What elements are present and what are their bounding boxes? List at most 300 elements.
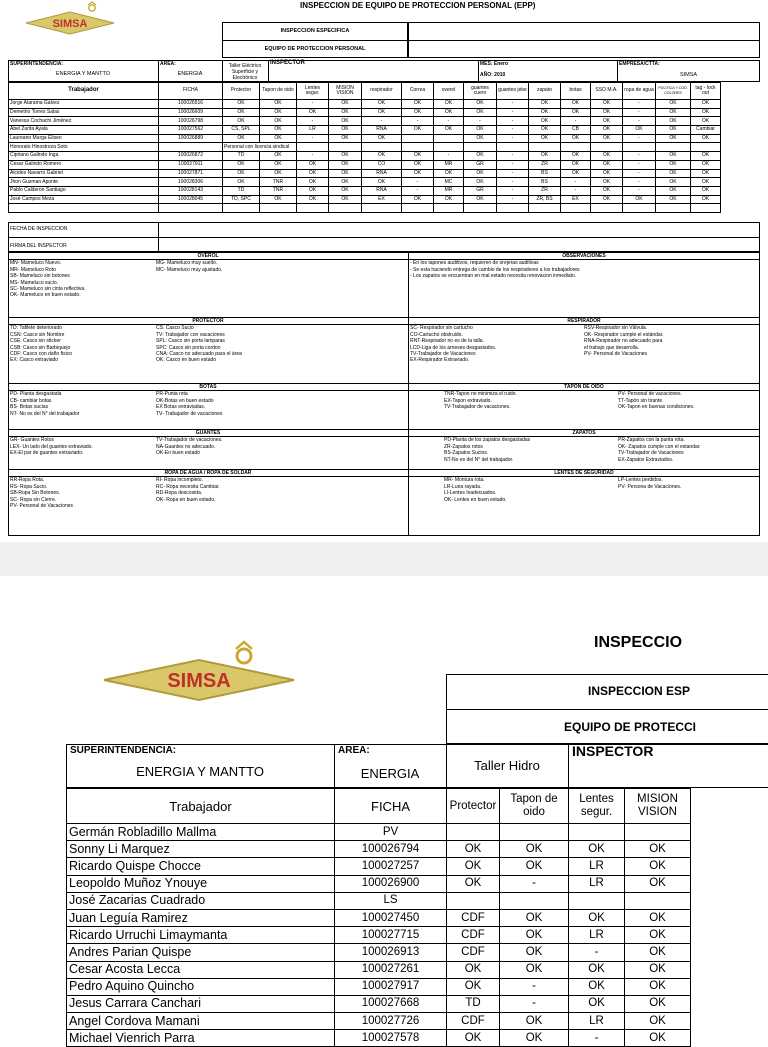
- legend-title: RESPIRADOR: [408, 317, 760, 325]
- column-header: POLITICA Y COD. COLORES: [656, 83, 691, 100]
- superintendencia-value: ENERGIA Y MANTTO: [136, 764, 264, 779]
- status-cell: -: [623, 169, 656, 178]
- status-cell: OK: [362, 100, 402, 109]
- status-cell: OK: [329, 108, 362, 117]
- status-cell: [497, 204, 529, 213]
- status-cell: OK: [656, 134, 691, 143]
- ficha-cell: 100026872: [159, 152, 223, 161]
- status-cell: OK: [329, 100, 362, 109]
- inspector-label: INSPECTOR: [572, 743, 654, 759]
- status-cell: OK: [260, 100, 297, 109]
- table-row: [67, 858, 691, 875]
- status-cell: OK: [529, 100, 561, 109]
- legend-entry: MR- Mameluco Roto: [10, 266, 56, 273]
- status-cell: OK: [447, 1030, 500, 1047]
- status-cell: TD, SPC: [223, 195, 260, 204]
- status-cell: OK: [656, 160, 691, 169]
- legend-entry: CO-Cartucho obstruido.: [410, 331, 463, 338]
- legend-entry: OK- Zapatos cumple con el estandar.: [618, 443, 701, 450]
- status-cell: OK: [625, 909, 691, 926]
- status-cell: LR: [569, 858, 625, 875]
- status-cell: -: [623, 152, 656, 161]
- status-cell: Cambiar: [691, 126, 721, 135]
- status-cell: OK: [500, 927, 569, 944]
- legend-entry: LR-Luna rayada.: [444, 483, 482, 490]
- worker-name: José Campos Meza: [9, 195, 159, 204]
- column-header: Protector: [223, 83, 260, 100]
- inspector-label: INSPECTOR: [270, 60, 305, 66]
- table-row: [67, 875, 691, 892]
- status-cell: -: [497, 126, 529, 135]
- legend-entry: EX-Respirador Extraviado.: [410, 357, 470, 364]
- status-cell: [561, 143, 591, 152]
- worker-name: Michael Vienrich Parra: [67, 1030, 335, 1047]
- legend-entry: SPL: Casco sin porta lamparas: [156, 338, 225, 345]
- legend-entry: TV-Trabajador de vacaciones.: [444, 404, 511, 411]
- column-header: Trabajador: [67, 789, 335, 824]
- column-header: guantes cuero: [464, 83, 497, 100]
- legend-entry: SB-Ropa Sin Botones.: [10, 490, 61, 497]
- status-cell: -: [623, 100, 656, 109]
- status-cell: -: [297, 152, 329, 161]
- status-cell: -: [497, 134, 529, 143]
- page-separator: [0, 542, 768, 576]
- status-cell: OK: [260, 134, 297, 143]
- status-cell: [529, 143, 561, 152]
- table-header-row: [67, 789, 691, 824]
- legend-entry: RR-Ropa Rota.: [10, 477, 45, 484]
- status-cell: OK: [297, 195, 329, 204]
- legend-entry: TV: Trabajador con vacaciones: [156, 331, 225, 338]
- status-cell: -: [561, 186, 591, 195]
- mes-label: MES: Enero: [480, 61, 509, 67]
- status-cell: -: [297, 100, 329, 109]
- status-cell: -: [434, 152, 464, 161]
- status-cell: OK: [464, 195, 497, 204]
- legend-entry: TV-Trabajador de vacaciones.: [156, 437, 223, 444]
- status-cell: OK: [623, 195, 656, 204]
- table-row: [9, 100, 721, 109]
- table-row: [67, 1030, 691, 1047]
- column-header: MISION VISION: [329, 83, 362, 100]
- status-cell: OK: [362, 152, 402, 161]
- status-cell: OK: [561, 169, 591, 178]
- status-cell: GR: [464, 160, 497, 169]
- status-cell: OK: [656, 152, 691, 161]
- status-cell: MR: [434, 160, 464, 169]
- ficha-cell: LS: [335, 892, 447, 909]
- ficha-cell: 100026609: [159, 108, 223, 117]
- status-cell: OK: [464, 169, 497, 178]
- table-row: [9, 178, 721, 187]
- status-cell: [362, 204, 402, 213]
- status-cell: [497, 143, 529, 152]
- status-cell: -: [497, 117, 529, 126]
- status-cell: OK: [500, 909, 569, 926]
- legend-entry: - En los tapones auditivos, requieren de orejeras auditivas: [410, 260, 539, 267]
- status-cell: OK: [569, 841, 625, 858]
- status-cell: OK: [691, 152, 721, 161]
- legend-entry: GR- Guantes Rotos: [10, 437, 54, 444]
- status-cell: [329, 143, 362, 152]
- status-cell: OK: [434, 169, 464, 178]
- status-cell: [500, 892, 569, 909]
- legend-entry: LP-Lentes perdidos.: [618, 477, 663, 484]
- status-cell: OK: [625, 927, 691, 944]
- status-cell: OK: [691, 178, 721, 187]
- legend-entry: RI- Ropa incompleto.: [156, 477, 203, 484]
- status-cell: RNA: [362, 186, 402, 195]
- legend-title: OBSERVACIONES: [408, 252, 760, 260]
- status-cell: LR: [569, 927, 625, 944]
- legend-entry: RSV-Respirador sin Válvula.: [584, 325, 648, 332]
- legend-title: TAPON DE OIDO: [408, 383, 760, 391]
- spec-subtitle: EQUIPO DE PROTECCION PERSONAL: [264, 46, 366, 52]
- status-cell: OK: [529, 126, 561, 135]
- worker-name: Alcides Navarro Gabriel: [9, 169, 159, 178]
- column-header: Protector: [447, 789, 500, 824]
- status-cell: -: [434, 117, 464, 126]
- status-cell: OK: [561, 160, 591, 169]
- table-row: [9, 126, 721, 135]
- status-cell: -: [402, 186, 434, 195]
- status-cell: [434, 204, 464, 213]
- status-cell: OK: [329, 195, 362, 204]
- status-cell: [434, 134, 464, 143]
- legend-entry: OK-Botas en buen estado: [156, 397, 214, 404]
- empresa-value: SIMSA: [679, 72, 698, 78]
- ficha-cell: 100027715: [335, 927, 447, 944]
- status-cell: OK: [329, 186, 362, 195]
- ficha-cell: 100027668: [335, 995, 447, 1012]
- status-cell: OK: [569, 961, 625, 978]
- legend-entry: LCD-Liga de los arneses desgastados.: [410, 344, 497, 351]
- superintendencia-value: ENERGIA Y MANTTO: [55, 71, 111, 77]
- ficha-cell: [159, 204, 223, 213]
- status-cell: OK: [434, 100, 464, 109]
- legend-entry: PR-Punta rota: [156, 391, 188, 398]
- status-cell: OK: [561, 134, 591, 143]
- status-cell: LR: [297, 126, 329, 135]
- legend-entry: MC- Mameluco muy ajustado.: [156, 266, 223, 273]
- table-row: [9, 117, 721, 126]
- status-cell: OK: [569, 909, 625, 926]
- status-cell: -: [623, 117, 656, 126]
- legend-section-lentes: [408, 469, 760, 503]
- status-cell: OK: [362, 134, 402, 143]
- legend-entry: PV- Personal de Vacaciones: [584, 351, 648, 358]
- status-cell: OK: [223, 160, 260, 169]
- legend-entry: CSE: Casco sin sticker: [10, 338, 61, 345]
- worker-name: Ricardo Quispe Chocce: [67, 858, 335, 875]
- status-cell: BS: [529, 169, 561, 178]
- legend-entry: CSN: Casco sin Nombre: [10, 331, 65, 338]
- legend-section-zapatos: [408, 429, 760, 463]
- status-cell: [329, 204, 362, 213]
- status-cell: OK: [500, 858, 569, 875]
- worker-name: Pablo Calderon Santiago: [9, 186, 159, 195]
- status-cell: OK: [569, 995, 625, 1012]
- status-cell: OK: [297, 186, 329, 195]
- status-cell: OK: [329, 126, 362, 135]
- status-cell: OK: [591, 195, 623, 204]
- status-cell: OK: [591, 178, 623, 187]
- status-cell: OK: [625, 995, 691, 1012]
- legend-entry: SB- Mameluco sin botones: [10, 273, 70, 280]
- status-cell: [297, 143, 329, 152]
- legend-entry: SC- Respirador sin cartucho: [410, 325, 473, 332]
- table-row: [67, 927, 691, 944]
- status-cell: -: [402, 117, 434, 126]
- status-cell: -: [561, 117, 591, 126]
- worker-name: Juan Leguía Ramirez: [67, 909, 335, 926]
- column-header: Lentes segur.: [569, 789, 625, 824]
- status-cell: OK: [625, 961, 691, 978]
- status-cell: OK: [402, 100, 434, 109]
- ficha-cell: 100026913: [335, 944, 447, 961]
- legend-entry: CDF: Casco con daño fisico: [10, 351, 72, 358]
- ficha-cell: 100026516: [159, 100, 223, 109]
- status-cell: -: [500, 978, 569, 995]
- table-row: [67, 909, 691, 926]
- status-cell: OK: [625, 944, 691, 961]
- status-cell: [464, 143, 497, 152]
- status-cell: -: [297, 117, 329, 126]
- legend-section-guantes: [8, 429, 408, 457]
- status-cell: OK: [625, 1013, 691, 1030]
- status-cell: OK: [500, 841, 569, 858]
- ficha-cell: 100026900: [335, 875, 447, 892]
- legend-entry: OK- Respirador cumple el estándar.: [584, 331, 664, 338]
- legend-title: OVEROL: [8, 252, 408, 260]
- status-cell: [569, 892, 625, 909]
- status-cell: [625, 892, 691, 909]
- worker-name: Vanessa Cochachi Jiménez: [9, 117, 159, 126]
- status-cell: [434, 143, 464, 152]
- status-cell: OK: [569, 978, 625, 995]
- status-cell: -: [297, 134, 329, 143]
- anio-label: AÑO: 2010: [480, 72, 506, 78]
- status-cell: OK: [464, 134, 497, 143]
- legend-title: PROTECTOR: [8, 317, 408, 325]
- column-header: FICHA: [159, 83, 223, 100]
- status-cell: OK: [223, 117, 260, 126]
- table-row: [67, 978, 691, 995]
- status-cell: OK: [260, 126, 297, 135]
- status-cell: OK: [625, 875, 691, 892]
- status-cell: OK: [625, 978, 691, 995]
- status-cell: [223, 204, 260, 213]
- legend-entry: TD: Tafilete deteriorado: [10, 325, 62, 332]
- status-cell: OK: [434, 108, 464, 117]
- status-cell: OK: [447, 961, 500, 978]
- status-cell: OK: [591, 152, 623, 161]
- status-cell: -: [623, 186, 656, 195]
- ficha-cell: 100028306: [159, 178, 223, 187]
- legend-section-ropa: [8, 469, 408, 510]
- status-cell: -: [623, 160, 656, 169]
- status-cell: -: [497, 152, 529, 161]
- status-cell: OK: [362, 178, 402, 187]
- status-cell: OK: [329, 152, 362, 161]
- legend-entry: TT-Tapón sin tirante.: [618, 397, 664, 404]
- status-cell: TNR: [260, 186, 297, 195]
- status-cell: OK: [591, 100, 623, 109]
- status-cell: -: [497, 195, 529, 204]
- status-cell: -: [623, 134, 656, 143]
- status-cell: OK: [402, 160, 434, 169]
- worker-name: Leopoldo Muñoz Ynouye: [67, 875, 335, 892]
- status-cell: OK: [260, 169, 297, 178]
- status-cell: OK: [656, 169, 691, 178]
- table-row: [9, 169, 721, 178]
- legend-entry: NT-No es del N° del trabajador.: [444, 456, 514, 463]
- status-cell: OK: [402, 126, 434, 135]
- status-cell: OK: [591, 169, 623, 178]
- column-header: Tapon de oido: [500, 789, 569, 824]
- table-header-row: [9, 83, 721, 100]
- legend-entry: CNA: Casco no adecuado para el área: [156, 351, 242, 358]
- legend-entry: TV-Trabajador de Vacaciones: [410, 351, 476, 358]
- table-row: [9, 204, 721, 213]
- logo-wordmark: SIMSA: [167, 670, 231, 692]
- status-cell: [691, 204, 721, 213]
- status-cell: OK: [260, 117, 297, 126]
- legend-entry: EX-Tapon extraviado.: [444, 397, 492, 404]
- ficha-cell: 100027911: [159, 160, 223, 169]
- status-cell: OK: [591, 160, 623, 169]
- legend-entry: PR-Zapatos con la punta rota.: [618, 437, 685, 444]
- ficha-cell: 100027917: [335, 978, 447, 995]
- column-header: Correa: [402, 83, 434, 100]
- status-cell: TNR: [260, 178, 297, 187]
- legend-entry: RC- Ropa necesita Cambiar.: [156, 483, 220, 490]
- column-header: ropa de agua: [623, 83, 656, 100]
- status-cell: [623, 204, 656, 213]
- status-cell: OK: [464, 100, 497, 109]
- worker-name: Angel Cordova Mamani: [67, 1013, 335, 1030]
- status-cell: -: [500, 875, 569, 892]
- status-cell: RNA: [362, 126, 402, 135]
- status-cell: [447, 892, 500, 909]
- status-cell: [623, 143, 656, 152]
- status-cell: CO: [362, 160, 402, 169]
- superintendencia-label: SUPERINTENDENCIA:: [10, 61, 64, 67]
- status-cell: OK: [529, 134, 561, 143]
- legend-entry: MR- Montura rota.: [444, 477, 485, 484]
- status-cell: OK: [656, 186, 691, 195]
- status-cell: [402, 134, 434, 143]
- legend-entry: BS-Zapatos Sucios.: [444, 450, 489, 457]
- column-header: MISION VISION: [625, 789, 691, 824]
- ficha-cell: [159, 143, 223, 152]
- worker-name: Pedro Aquino Quincho: [67, 978, 335, 995]
- ficha-cell: 100027562: [159, 126, 223, 135]
- status-cell: OK: [625, 841, 691, 858]
- legend-entry: OK-Tapon en buenas condiciones.: [618, 404, 695, 411]
- legend-section-observaciones: [408, 252, 760, 280]
- status-cell: OK: [591, 126, 623, 135]
- status-cell: OK: [260, 108, 297, 117]
- status-cell: OK: [591, 108, 623, 117]
- status-cell: OK: [691, 100, 721, 109]
- table-row: [67, 841, 691, 858]
- status-cell: OK: [656, 108, 691, 117]
- legend-section-overol: [8, 252, 408, 299]
- worker-name: [9, 204, 159, 213]
- legend-entry: EX-El par de guantes extraviado.: [10, 450, 84, 457]
- column-header: zapato: [529, 83, 561, 100]
- legend-entry: MS- Mameluco sucio.: [10, 279, 59, 286]
- status-cell: ZR, BS: [529, 195, 561, 204]
- legend-entry: el trabajo que desarrolla.: [584, 344, 640, 351]
- status-cell: ZR: [529, 186, 561, 195]
- simsa-logo: [96, 642, 302, 706]
- worker-name: José Zacarias Cuadrado: [67, 892, 335, 909]
- status-cell: CDF: [447, 1013, 500, 1030]
- status-cell: ZR: [529, 160, 561, 169]
- status-cell: OK: [434, 126, 464, 135]
- taller-value: Taller Hidro: [474, 758, 540, 773]
- table-row: [9, 186, 721, 195]
- table-row: [9, 160, 721, 169]
- table-row: [67, 824, 691, 841]
- column-header: respirador: [362, 83, 402, 100]
- legend-entry: OK- Ropa en buen estado.: [156, 496, 216, 503]
- table-row: [67, 944, 691, 961]
- status-cell: -: [362, 117, 402, 126]
- status-cell: OK: [500, 961, 569, 978]
- worker-name: Abel Zurita Ayala: [9, 126, 159, 135]
- legend-entry: OK: Casco en buen estado: [156, 357, 217, 364]
- status-cell: OK: [591, 117, 623, 126]
- status-cell: -: [497, 100, 529, 109]
- column-header: guantes jebe: [497, 83, 529, 100]
- empresa-label: EMPRESA/CTTA:: [619, 61, 660, 67]
- legend-title: ZAPATOS: [408, 429, 760, 437]
- spec-subtitle: EQUIPO DE PROTECCI: [564, 720, 697, 734]
- legend-entry: BS- Botas sucias: [10, 404, 49, 411]
- status-cell: [297, 204, 329, 213]
- status-cell: OK: [223, 108, 260, 117]
- status-cell: OK: [260, 195, 297, 204]
- firma-label: FIRMA DEL INSPECTOR: [10, 243, 67, 249]
- worker-name: Laureano Murga Eliseo: [9, 134, 159, 143]
- area-value: ENERGIA: [177, 71, 203, 77]
- ficha-cell: PV: [335, 824, 447, 841]
- ficha-cell: 100027257: [335, 858, 447, 875]
- area-label: AREA:: [160, 61, 176, 67]
- status-cell: OK: [329, 160, 362, 169]
- legend-entry: EX-Zapatos Extraviados.: [618, 456, 674, 463]
- status-cell: BS: [529, 178, 561, 187]
- legend-entry: NA-Guantes no adecuado.: [156, 443, 216, 450]
- legend-entry: - Se esta haciendo entrega de cambio de los respiradores a los trabajadores: [410, 266, 580, 273]
- table-row: [9, 152, 721, 161]
- worker-name: Ricardo Urruchi Limaymanta: [67, 927, 335, 944]
- status-cell: OK: [591, 134, 623, 143]
- superintendencia-label: SUPERINTENDENCIA:: [70, 745, 177, 756]
- legend-entry: LEX- Un lado del guantes extraviado.: [10, 443, 93, 450]
- status-cell: OK: [464, 178, 497, 187]
- status-cell: EX: [362, 195, 402, 204]
- status-cell: OK: [464, 126, 497, 135]
- status-cell: GR: [464, 186, 497, 195]
- table-row: [67, 995, 691, 1012]
- legend-entry: OK-En buen estado: [156, 450, 200, 457]
- epp-inspection-table: [8, 82, 721, 213]
- status-cell: [625, 824, 691, 841]
